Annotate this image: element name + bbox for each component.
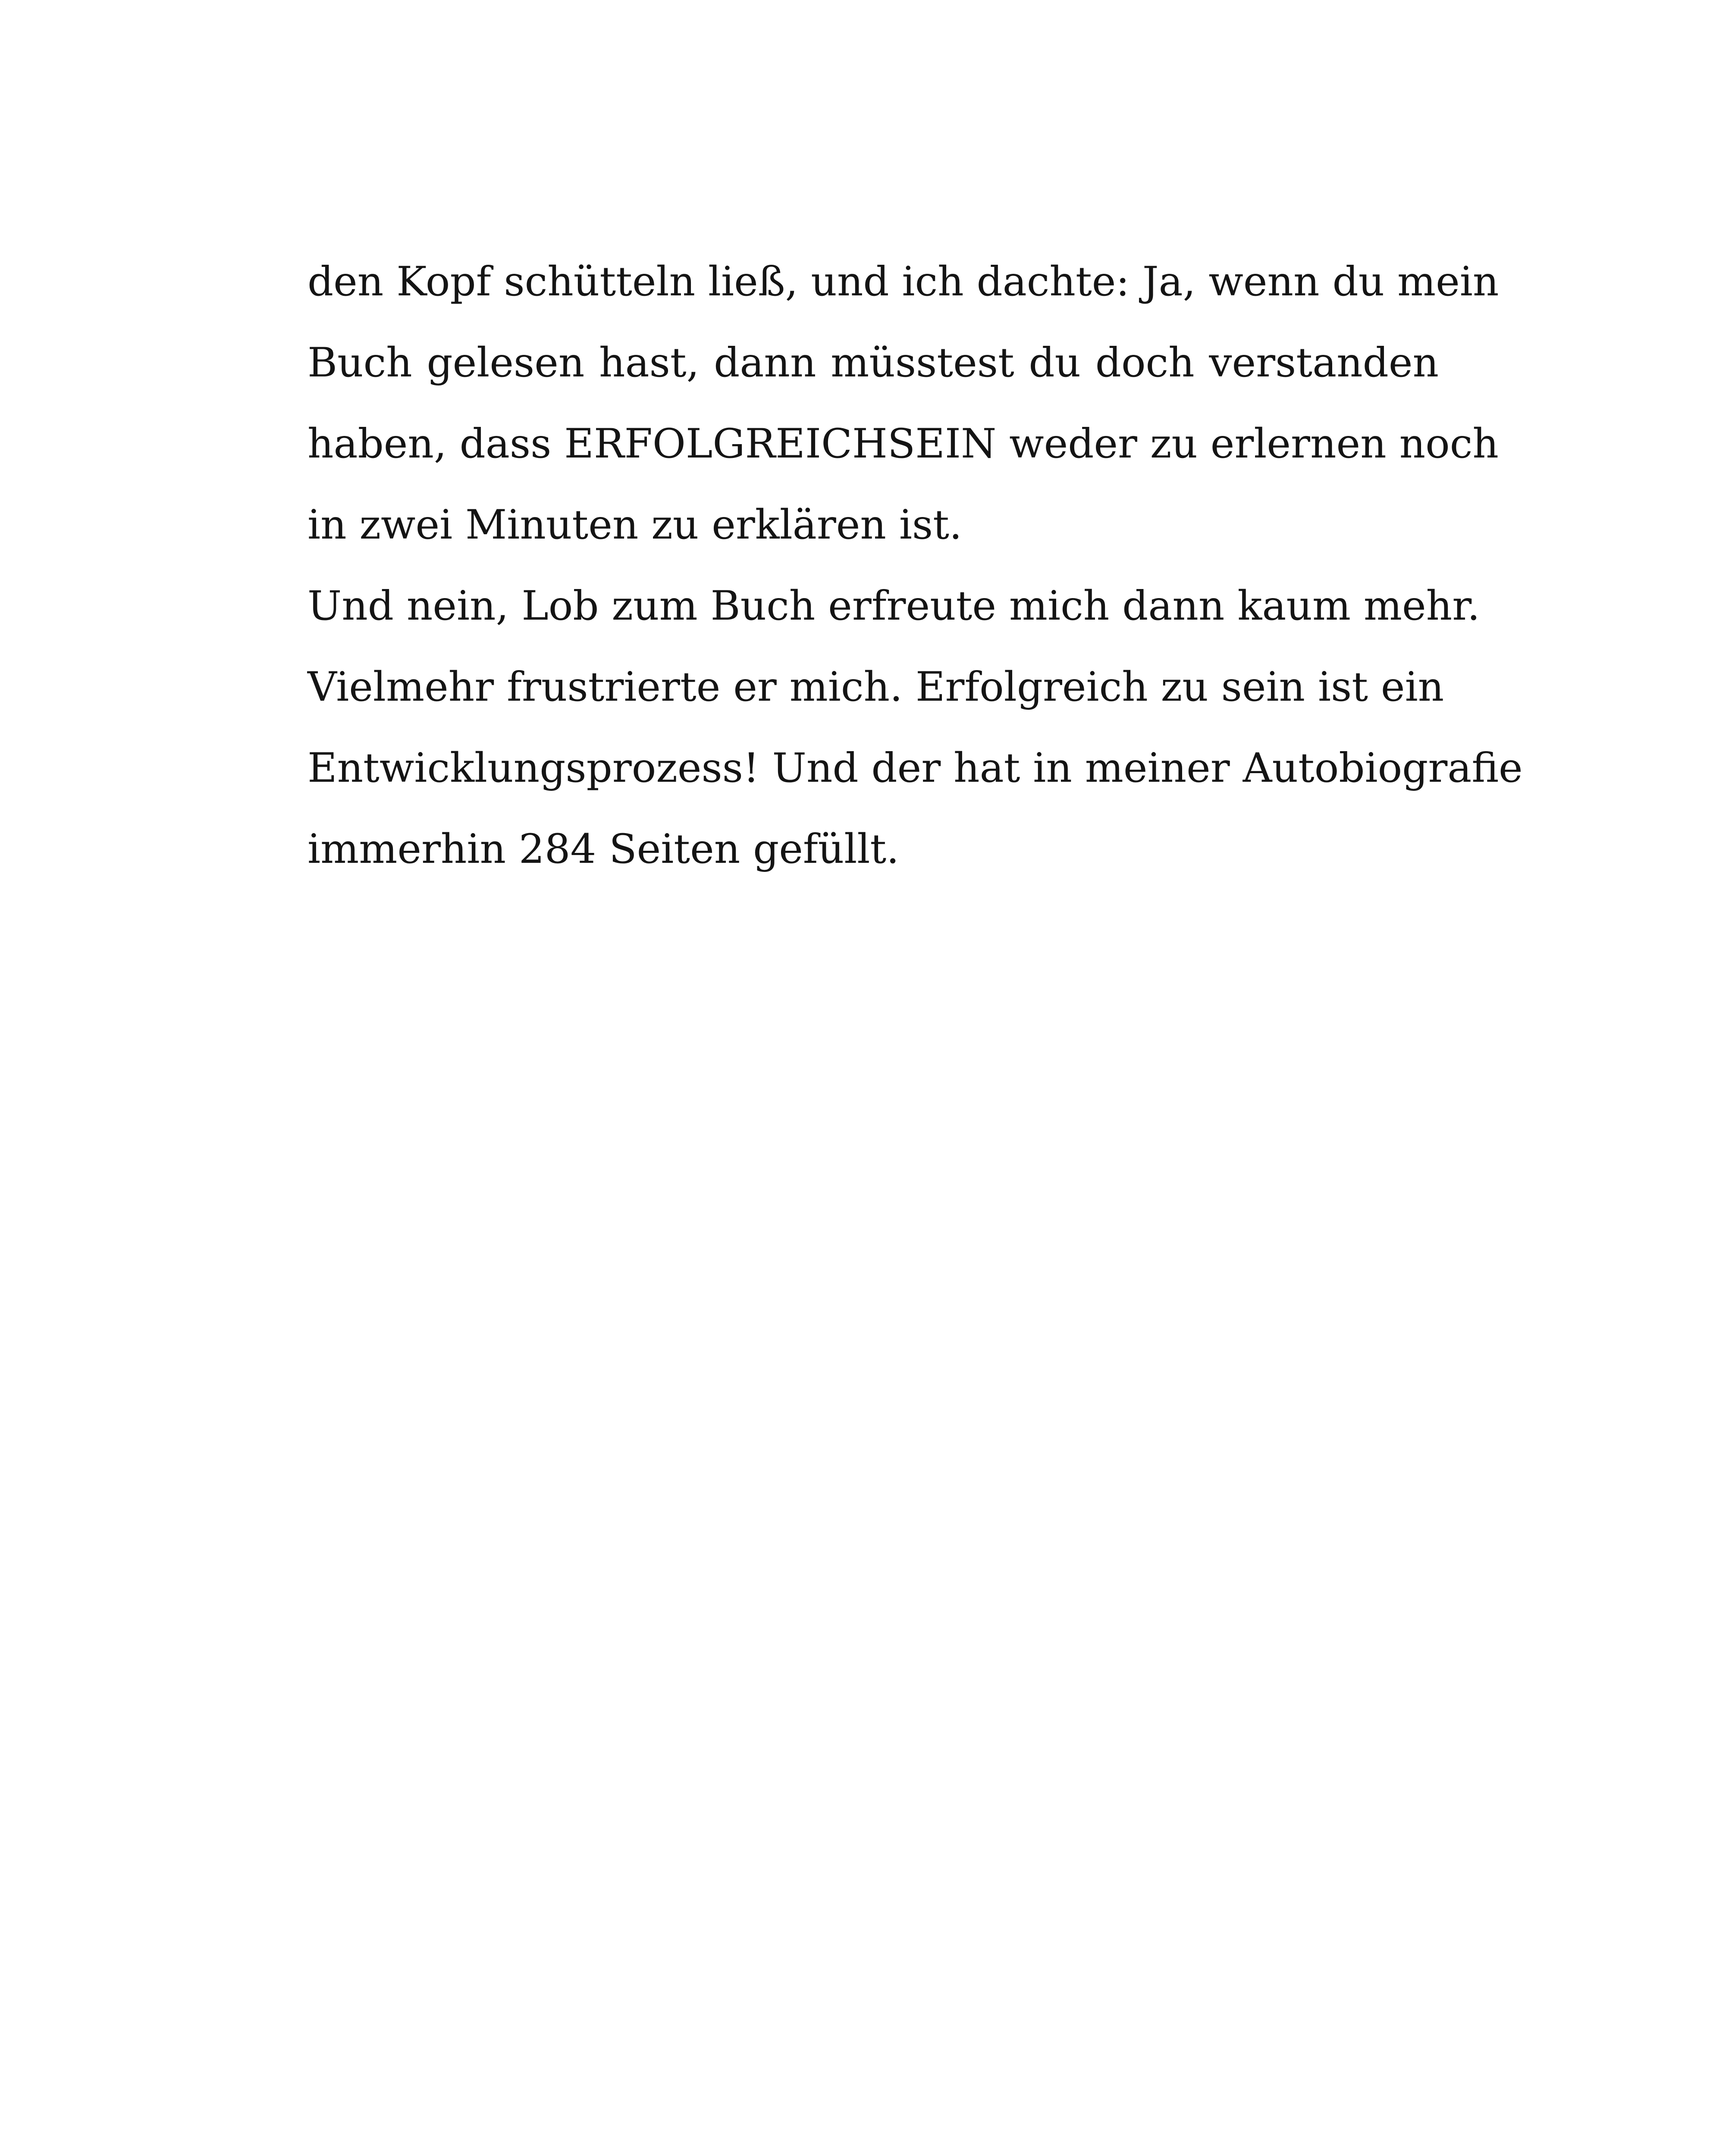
text-line-7: Entwicklungsprozess! Und der hat in meiner Autobiografie — [307, 745, 1523, 792]
text-line-1: den Kopf schütteln ließ, und ich dachte: Ja, wenn du mein — [307, 258, 1499, 305]
text-line-4: in zwei Minuten zu erklären ist. — [307, 501, 962, 548]
body-text — [307, 241, 1523, 890]
text-line-3: haben, dass ERFOLGREICHSEIN weder zu erlernen noch — [307, 420, 1499, 467]
text-line-2: Buch gelesen hast, dann müsstest du doch verstanden — [307, 339, 1439, 386]
text-line-5: Und nein, Lob zum Buch erfreute mich dann kaum mehr. — [307, 583, 1480, 630]
text-line-8: immerhin 284 Seiten gefüllt. — [307, 826, 900, 873]
text-line-6: Vielmehr frustrierte er mich. Erfolgreich zu sein ist ein — [307, 664, 1444, 711]
